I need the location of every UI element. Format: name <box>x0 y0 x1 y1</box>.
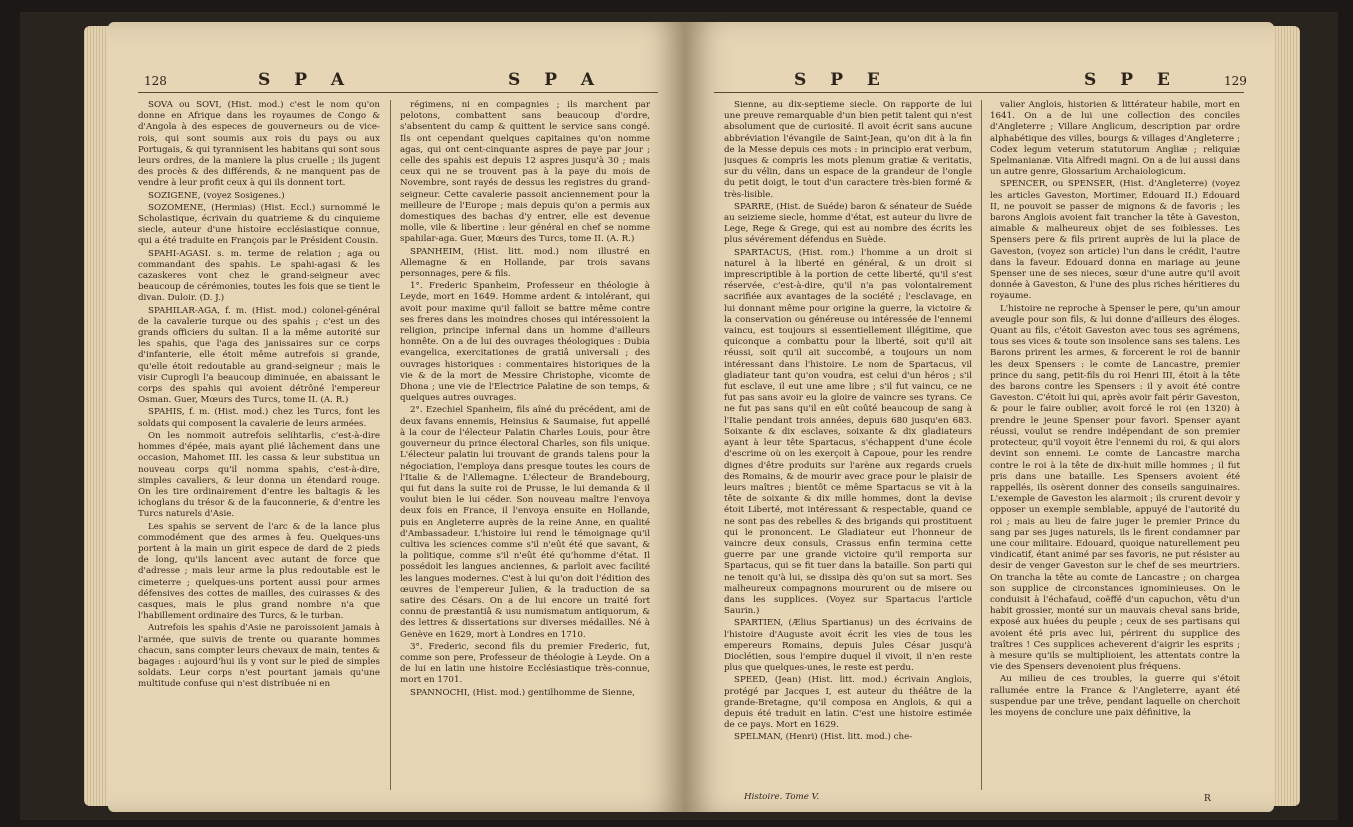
running-head-left-1: S P A <box>258 70 354 90</box>
paragraph: L'histoire ne reproche à Spenser le pere, qu'un amour aveugle pour son fils, & lui donne d'ailleurs des éloges. Quant au fils, c'étoit Gaveston avec tous ses agrémens, tous ses vices & toute son insolence sans ses talens. Les Barons prirent les armes, & forcerent le roi de bannir les deux Spensers : le comte de Lancastre, premier prince du sang, petit-fils du roi Henri III, étoit à la tête des barons contre les Spensers : il y avoit été contre Gaveston. C'étoit lui qui, après avoir fait périr Gaveston, & pour le faire oublier, avoit forcé le roi (en 1320) à prendre le jeune Spenser pour favori. Spenser ayant réussi, voulut se rendre indépendant de son premier protecteur, qu'il voyoit être l'ennemi du roi, & qui alors devint son ennemi. Le comte de Lancastre marcha contre le roi à la tête de dix-huit mille hommes ; il fut pris dans une bataille. Les Spensers avoient été rappellés, ils osèrent donner des conseils sanguinaires. L'exemple de Gaveston les alarmoit ; ils crurent devoir y opposer un exemple semblable, appuyé de l'autorité du roi ; mais au lieu de faire juger le premier Prince du sang par ses juges naturels, ils le firent condamner par une cour militaire. Edouard, quoique naturellement peu vindicatif, étant animé par ses favoris, ne put résister au desir de venger Gaveston sur le chef de ses meurtriers. On trancha la tête au comte de Lancastre ; on chargea son supplice de circonstances ignominieuses. On le conduisit à l'échafaud, coëffé d'un capuchon, vêtu d'un habit grossier, monté sur un mauvais cheval sans bride, exposé aux huées du peuple ; ceux de ses partisans qui avoient été pris avec lui, périrent du supplice des traîtres ! Ces supplices acheverent d'aigrir les esprits ; à mesure qu'ils se multiplioient, les attentats contre la vie des Spensers devenoient plus fréquens. <box>990 303 1240 673</box>
right-column-1 <box>724 100 972 790</box>
column-divider-right <box>981 100 982 790</box>
right-page-edges <box>1272 26 1300 806</box>
entry-spelman: SPELMAN, (Henri) (Hist. litt. mod.) che- <box>734 732 913 743</box>
entry-spencer: SPENCER, ou SPENSER, (Hist. d'Angleterre) (voyez les articles Gaveston, Mortimer, Edouard II.) Edouard II, ne pouvoit se passer de mignons & de favoris ; les barons Anglois avoient fait trancher la tête à Gaveston, aimable & malheureux objet de ses foiblesses. Les Spensers pere & fils prirent auprès de lui la place de Gaveston, (voyez son article) l'un dans le crédit, l'autre dans la faveur. Edouard donna en mariage au jeune Spenser une de ses nieces, sœur d'une autre qu'il avoit donnée à Gaveston, & l'une des plus riches héritieres du royaume. <box>990 179 1240 302</box>
header-rule-right <box>714 92 1244 93</box>
running-head-right-1: S P E <box>794 70 889 90</box>
running-head-left-2: S P A <box>508 70 604 90</box>
paragraph: 1°. Frederic Spanheim, Professeur en théologie à Leyde, mort en 1649. Homme ardent & intolérant, qui avoit pour maxime qu'il falloit se battre même contre ses freres dans les moindres choses qui intéressoient la religion, principe infernal dans un homme d'ailleurs honnête. On a de lui des ouvrages théologiques : Dubia evangelica, exercitationes de gratiâ universali ; des ouvrages historiques : commentaires historiques de la vie & de la mort de Messire Christophe, vicomte de Dhona ; une vie de l'Electrice Palatine de son temps, & quelques autres ouvrages. <box>400 281 650 404</box>
column-divider-left <box>390 100 391 790</box>
left-page <box>108 22 686 812</box>
signature-mark: R <box>1204 794 1211 804</box>
paragraph: Autrefois les spahis d'Asie ne paroissoient jamais à l'armée, que suivis de trente ou quarante hommes chacun, sans compter leurs chevaux de main, tentes & bagages : aujourd'hui ils y vont sur le pied de simples soldats. Leur corps n'est pourtant jamais qu'une multitude confuse qui n'est distribuée ni en <box>138 623 380 690</box>
volume-footer: Histoire. Tome V. <box>744 792 820 802</box>
entry-sova: SOVA ou SOVI, (Hist. mod.) c'est le nom qu'on donne en Afrique dans les royaumes de Congo & d'Angola à des especes de gouverneurs ou de vice-rois, qui sont soumis aux rois du pays ou aux Portugais, & qui tyrannisent les habitans qui sont sous leurs ordres, de la maniere la plus cruelle ; ils jugent des procès & des différends, & ne manquent pas de vendre à leur profit ceux à qui ils donnent tort. <box>138 100 380 189</box>
paragraph: valier Anglois, historien & littérateur habile, mort en 1641. On a de lui une collection des conciles d'Angleterre ; Villare Anglicum, description par ordre alphabétique des villes, bourgs & villages d'Angleterre ; Codex legum veterum statutorum Angliæ ; reliquiæ Spelmanianæ. Vita Alfredi magni. On a de lui aussi dans un autre genre, Glossarium Archaiologicum. <box>990 100 1240 178</box>
left-column-1 <box>138 100 380 790</box>
paragraph: 3°. Frederic, second fils du premier Frederic, fut, comme son pere, Professeur de théologie à Leyde. On a de lui en latin une histoire Ecclésiastique très-connue, mort en 1701. <box>400 641 650 686</box>
paragraph: Sienne, au dix-septieme siecle. On rapporte de lui une preuve remarquable d'un bien petit talent qui n'est absolument que de curiosité. Il avoit écrit sans aucune abbréviation l'évangile de Saint-Jean, qu'on dit à la fin de la Messe depuis ces mots : in principio erat verbum, jusques & compris les mots plenum gratiæ & veritatis, sur du vélin, dans un espace de la grandeur de l'ongle du petit doigt, le tout d'un caractere très-bien formé & très-lisible. <box>724 100 972 200</box>
entry-spannochi: SPANNOCHI, (Hist. mod.) gentilhomme de Sienne, <box>410 687 635 698</box>
entry-sparre: SPARRE, (Hist. de Suéde) baron & sénateur de Suéde au seizieme siecle, homme d'état, est auteur du livre de Lege, Rege & Grege, qui est au nombre des écrits les plus sévérement défendus en Suède. <box>724 201 972 246</box>
header-rule-left <box>138 92 658 93</box>
entry-sozigene: SOZIGENE, (voyez Sosigenes.) <box>148 190 285 201</box>
left-column-2 <box>400 100 650 790</box>
left-page-edges <box>84 26 110 806</box>
paragraph: Au milieu de ces troubles, la guerre qui s'étoit rallumée entre la France & l'Angleterre, ayant été suspendue par une trêve, pendant laquelle on cherchoit les moyens de conclure une paix définitive, la <box>990 674 1240 718</box>
entry-speed: SPEED, (Jean) (Hist. litt. mod.) écrivain Anglois, protégé par Jacques I, est auteur du théâtre de la grande-Bretagne, qu'il composa en Anglois, & qui a depuis été traduit en latin. C'est une histoire estimée de ce pays. Mort en 1629. <box>724 675 972 731</box>
entry-spahis: SPAHIS, f. m. (Hist. mod.) chez les Turcs, font les soldats qui composent la cavalerie de leurs armées. <box>138 407 380 429</box>
right-page <box>684 22 1274 812</box>
page-number-right: 129 <box>1224 74 1247 88</box>
entry-spahilar-aga: SPAHILAR-AGA, f. m. (Hist. mod.) colonel-général de la cavalerie turque ou des spahis ; c'est un des grands officiers du sultan. Il a la même autorité sur les spahis, que l'aga des janissaires sur ce corps d'infanterie, elle étoit même autrefois si grande, qu'elle étoit redoutable au grand-seigneur ; mais le visir Cuprogli l'a beaucoup diminuée, en abaissant le corps des spahis qui avoient détrôné l'empereur Osman. Guer, Mœurs des Turcs, tome II. (A. R.) <box>138 305 380 406</box>
entry-spartien: SPARTIEN, (Ælius Spartianus) un des écrivains de l'histoire d'Auguste avoit écrit les vies de tous les empereurs Romains, depuis Jules César jusqu'à Dioclétien, sous l'empire duquel il vivoit, il n'en reste plus que quelques-unes, le reste est perdu. <box>724 618 972 674</box>
paragraph: régimens, ni en compagnies ; ils marchent par pelotons, combattent sans beaucoup d'ordre, s'absentent du camp & quittent le service sans congé. Ils ont cependant quelques capitaines qu'on nomme agas, qui ont cent-cinquante aspres de paye par jour ; celle des spahis est depuis 12 aspres jusqu'à 30 ; mais ceux qui ne se trouvent pas à la paye du mois de Novembre, sont rayés de dessus les registres du grand-seigneur. Cette cavalerie passoit anciennement pour la meilleure de l'Europe ; mais depuis qu'on a permis aux domestiques des bachas d'y entrer, elle est devenue molle, vile & libertine : leur général en chef se nomme spahilar-aga. Guer, Mœurs des Turcs, tome II. (A. R.) <box>400 100 650 245</box>
entry-sozomene: SOZOMENE, (Hermias) (Hist. Eccl.) surnommé le Scholastique, écrivain du quatrieme & du cinquieme siecle, auteur d'une histoire ecclésiastique connue, qui a été traduite en François par le Président Cousin. <box>138 202 380 247</box>
open-book <box>20 12 1338 820</box>
paragraph: On les nommoit autrefois selihtarlis, c'est-à-dire hommes d'épée, mais ayant plié lâchement dans une occasion, Mahomet III. les cassa & leur substitua un nouveau corps qu'il nomma spahis, c'est-à-dire, simples cavaliers, & leur donna un étendard rouge. On les tire ordinairement d'entre les baltagis & les ichoglans du trésor & de la fauconnerie, & d'entre les Turcs naturels d'Asie. <box>138 430 380 520</box>
right-column-2 <box>990 100 1240 790</box>
paragraph: 2°. Ezechiel Spanheim, fils aîné du précédent, ami de deux favans ennemis, Heinsius & Saumaise, fut appellé à la cour de l'électeur Palatin Charles Louis, pour être gouverneur du prince électoral Charles, son fils unique. L'électeur palatin lui trouvant de grands talens pour la négociation, l'employa dans presque toutes les cours de l'Italie & de l'Allemagne. L'électeur de Brandebourg, qui fut dans la suite roi de Prusse, le lui demanda & il voulut bien le lui céder. Son nouveau maître l'envoya deux fois en France, il l'envoya ensuite en Hollande, puis en Angleterre auprès de la reine Anne, en qualité d'Ambassadeur. L'histoire lui rend le témoignage qu'il cultiva les sciences comme s'il n'eût été que savant, & la politique, comme s'il n'eût été qu'homme d'état. Il possédoit les langues anciennes, & parloit avec facilité les langues modernes. C'est à lui qu'on doit l'édition des œuvres de l'empereur Julien, & la traduction de sa satire des Césars. On a de lui encore un traité fort connu de præstantiâ & usu numismatum antiquorum, & des lettres & dissertations sur diverses médailles. Né à Genève en 1629, mort à Londres en 1710. <box>400 405 650 640</box>
page-number-left: 128 <box>144 74 167 88</box>
entry-spartacus: SPARTACUS, (Hist. rom.) l'homme a un droit si naturel à la liberté en général, & un droit si imprescriptible à la portion de cette liberté, qu'il s'est réservée, c'est-à-dire, qu'il n'a pas volontairement sacrifiée aux avantages de la société ; l'esclavage, en lui donnant même pour origine la guerre, la victoire & la conservation ou généreuse ou intéressée de l'ennemi vaincu, est toujours si essentiellement illégitime, que quiconque a combattu pour la liberté, soit qu'il ait réussi, soit qu'il ait succombé, a toujours un nom intéressant dans l'histoire. Le nom de Spartacus, vil gladiateur tant qu'on voudra, est celui d'un héros ; s'il fut esclave, il eut une ame libre ; s'il fut vaincu, ce ne fut pas sans avoir eu la gloire de vaincre ses tyrans. Ce ne fut pas sans qu'il en eût coûté beaucoup de sang à l'Italie pendant trois années, depuis 680 jusqu'en 683. Soixante & dix esclaves, soixante & dix gladiateurs ayant à leur tête Spartacus, s'échappent d'une école d'escrime où on les exerçoit à Capoue, pour les rendre dignes d'être produits sur l'arène aux regards cruels des Romains, & de mourir avec grace pour le plaisir de leurs maîtres ; bientôt ce même Spartacus se vit à la tête de soixante & dix mille hommes, dont la devise étoit Liberté, mot intéressant & respectable, quand ce ne sont pas des rebelles & des brigands qui prostituent qui le prononcent. Le Gladiateur eut l'honneur de vaincre deux consuls, Crassus enfin termina cette guerre par une grande victoire qu'il remporta sur Spartacus, qui se fit tuer dans la bataille. Son parti qui ne tenoit qu'à lui, se dissipa dès qu'on sut sa mort. Ses malheureux compagnons moururent ou de misere ou dans les supplices. (Voyez sur Spartacus l'article Saurin.) <box>724 247 972 617</box>
paragraph: Les spahis se servent de l'arc & de la lance plus commodément que des armes à feu. Quelques-uns portent à la main un girit espece de dard de 2 pieds de long, qu'ils lancent avec autant de force que d'adresse ; mais leur arme la plus redoutable est le cimeterre ; quelques-uns portent aussi pour armes défensives des cottes de mailles, des cuirasses & des casques, mais le plus grand nombre n'a que l'habillement ordinaire des Turcs, & le turban. <box>138 521 380 622</box>
entry-spahi-agasi: SPAHI-AGASI. s. m. terme de relation ; aga ou commandant des spahis. Le spahi-agasi & les cazaskeres vont chez le grand-seigneur avec beaucoup de cérémonies, toutes les fois que se tient le divan. Duloir. (D. J.) <box>138 248 380 304</box>
entry-spanheim: SPANHEIM, (Hist. litt. mod.) nom illustré en Allemagne & en Hollande, par trois savans personnages, pere & fils. <box>400 246 650 280</box>
running-head-right-2: S P E <box>1084 70 1179 90</box>
